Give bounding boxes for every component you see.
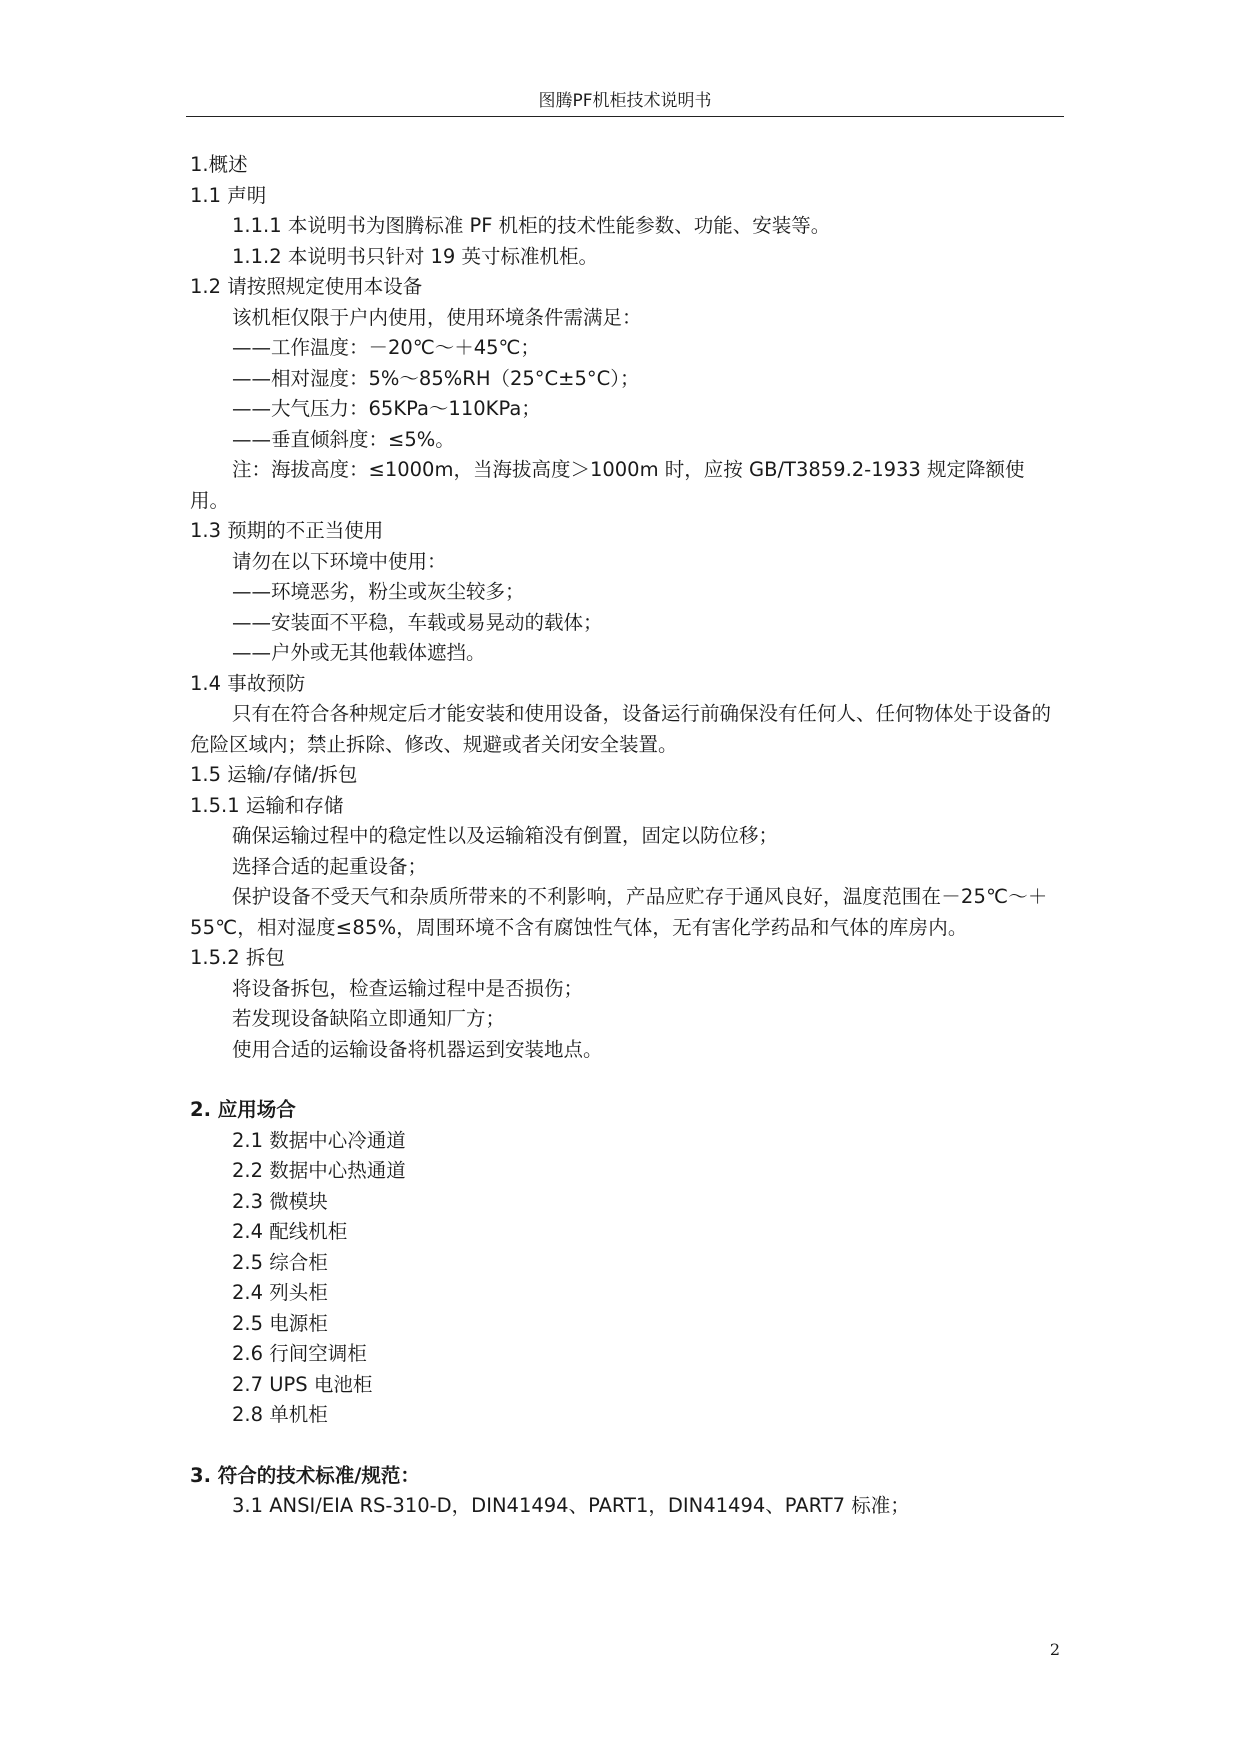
transport-para-2: 选择合适的起重设备； <box>232 854 428 878</box>
section-2-title: 2. 应用场合 <box>190 1098 296 1121</box>
application-item: 2.7 UPS 电池柜 <box>232 1372 373 1396</box>
application-item: 2.2 数据中心热通道 <box>232 1159 406 1182</box>
application-item: 2.8 单机柜 <box>232 1403 328 1426</box>
application-item: 2.4 配线机柜 <box>232 1220 348 1243</box>
section-1-5-1-title: 1.5.1 运输和存储 <box>190 793 344 817</box>
condition-tilt: ——垂直倾斜度：≤5%。 <box>232 427 455 451</box>
unpack-para-2: 若发现设备缺陷立即通知厂方； <box>232 1007 506 1030</box>
improper-use-2: ——安装面不平稳，车载或易晃动的载体； <box>232 610 603 634</box>
section-1-2-intro: 该机柜仅限于户内使用，使用环境条件需满足： <box>232 305 642 329</box>
page-number: 2 <box>1049 1640 1061 1659</box>
standard-item-3-1: 3.1 ANSI/EIA RS-310-D，DIN41494、PART1，DIN41494、PART7 标准； <box>232 1494 910 1517</box>
section-1-2-title: 1.2 请按照规定使用本设备 <box>190 275 423 298</box>
altitude-note: 注：海拔高度：≤1000m，当海拔高度＞1000m 时，应按 GB/T3859.2-1933 规定降额使用。 <box>190 458 1025 512</box>
section-3-title: 3. 符合的技术标准/规范： <box>190 1463 420 1487</box>
application-item: 2.5 综合柜 <box>232 1250 328 1274</box>
item-1-1-1: 1.1.1 本说明书为图腾标准 PF 机柜的技术性能参数、功能、安装等。 <box>232 214 831 237</box>
condition-humidity: ——相对湿度：5%～85%RH（25°C±5°C）； <box>232 366 640 390</box>
section-1-1-title: 1.1 声明 <box>190 183 267 207</box>
application-item: 2.3 微模块 <box>232 1189 328 1213</box>
unpack-para-3: 使用合适的运输设备将机器运到安装地点。 <box>232 1037 603 1061</box>
section-1-3-intro: 请勿在以下环境中使用： <box>232 549 447 573</box>
section-1-3-title: 1.3 预期的不正当使用 <box>190 519 384 542</box>
transport-para-3: 保护设备不受天气和杂质所带来的不利影响，产品应贮存于通风良好，温度范围在－25℃～＋55℃，相对湿度≤85%，周围环境不含有腐蚀性气体，无有害化学药品和气体的库房内。 <box>190 885 1048 939</box>
section-1-4-text: 只有在符合各种规定后才能安装和使用设备，设备运行前确保没有任何人、任何物体处于设备的危险区域内；禁止拆除、修改、规避或者关闭安全装置。 <box>190 702 1052 756</box>
application-item: 2.4 列头柜 <box>232 1281 328 1304</box>
application-item: 2.5 电源柜 <box>232 1311 328 1335</box>
unpack-para-1: 将设备拆包，检查运输过程中是否损伤； <box>232 976 584 1000</box>
application-item: 2.1 数据中心冷通道 <box>232 1128 406 1152</box>
section-1-4-title: 1.4 事故预防 <box>190 671 306 695</box>
transport-para-1: 确保运输过程中的稳定性以及运输箱没有倒置，固定以防位移； <box>232 824 779 847</box>
document-body <box>190 150 1060 1522</box>
condition-pressure: ——大气压力：65KPa～110KPa； <box>232 397 541 420</box>
section-1-title: 1.概述 <box>190 153 248 176</box>
application-item: 2.6 行间空调柜 <box>232 1342 367 1365</box>
condition-temperature: ——工作温度：－20℃～＋45℃； <box>232 336 540 359</box>
header-divider <box>186 116 1064 117</box>
improper-use-1: ——环境恶劣，粉尘或灰尘较多； <box>232 580 525 603</box>
section-1-5-2-title: 1.5.2 拆包 <box>190 946 285 969</box>
improper-use-3: ——户外或无其他载体遮挡。 <box>232 641 486 664</box>
section-1-5-title: 1.5 运输/存储/拆包 <box>190 763 358 786</box>
page-header-title: 图腾PF机柜技术说明书 <box>538 91 712 111</box>
item-1-1-2: 1.1.2 本说明书只针对 19 英寸标准机柜。 <box>232 244 599 268</box>
